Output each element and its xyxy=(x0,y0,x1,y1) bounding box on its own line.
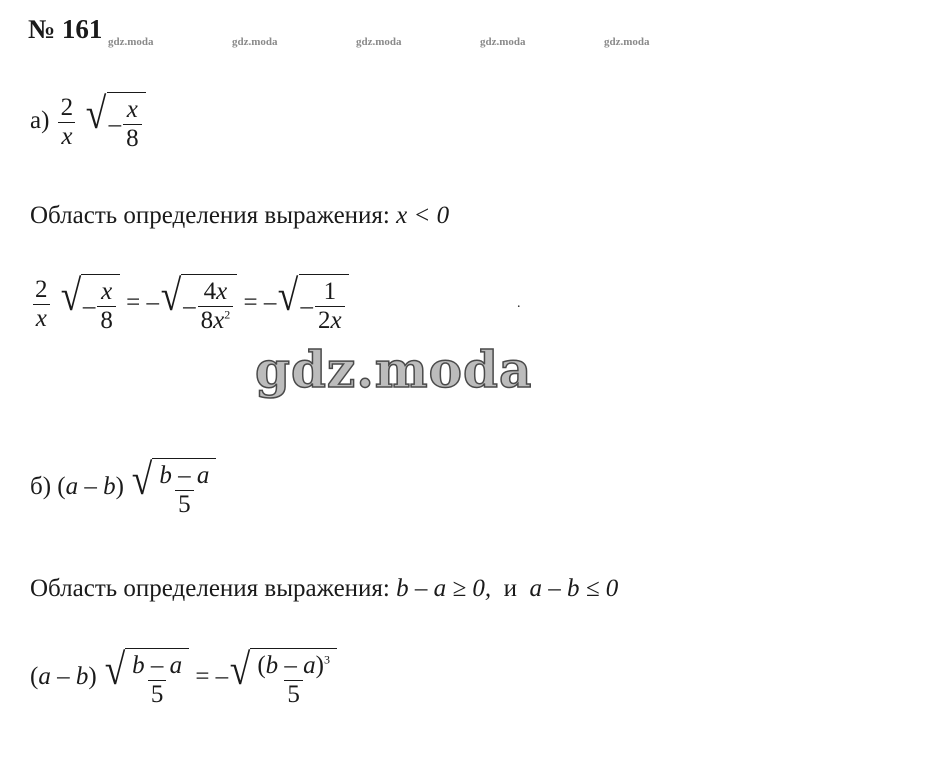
domain-and: и xyxy=(503,575,518,602)
part-b-domain xyxy=(30,575,618,603)
stray-dot: . xyxy=(517,296,521,311)
part-a-label: а) xyxy=(30,106,50,134)
watermark-small: gdz.moda xyxy=(232,36,278,48)
problem-number: № 161 xyxy=(28,14,103,44)
part-a-solution: $\frac{2}{x}$ √ – $\frac{x}{8}$ = – √ – $\frac{4x}{8x^2}$ = – √ – $\frac{1}{2x}$ xyxy=(30,274,349,335)
domain-text: Область определения выражения: xyxy=(30,202,390,229)
domain-text: Область определения выражения: xyxy=(30,575,390,602)
part-a-expression xyxy=(30,89,146,153)
watermark-small: gdz.moda xyxy=(356,36,402,48)
watermark-logo: gdz.moda xyxy=(255,340,533,399)
sqrt: √ – $\frac{x}{8}$ xyxy=(84,92,145,153)
domain-condition: x < 0 xyxy=(396,202,450,229)
part-b-expression: б) (a – b) √ $\frac{b - a}{5}$ xyxy=(30,458,216,519)
watermark-small: gdz.moda xyxy=(604,36,650,48)
fraction: $\frac{2}{x}$ xyxy=(58,95,77,151)
domain-condition-2: a – b ≤ 0 xyxy=(529,575,619,602)
watermark-small: gdz.moda xyxy=(480,36,526,48)
domain-condition-1: b – a ≥ 0, xyxy=(396,575,492,602)
part-a-domain xyxy=(30,202,449,230)
part-b-label: б) xyxy=(30,472,52,500)
watermark-small: gdz.moda xyxy=(108,36,154,48)
part-b-solution: (a – b) √ $\frac{b - a}{5}$ = – √ $\frac{(b - a)^3}{5}$ xyxy=(30,648,337,709)
